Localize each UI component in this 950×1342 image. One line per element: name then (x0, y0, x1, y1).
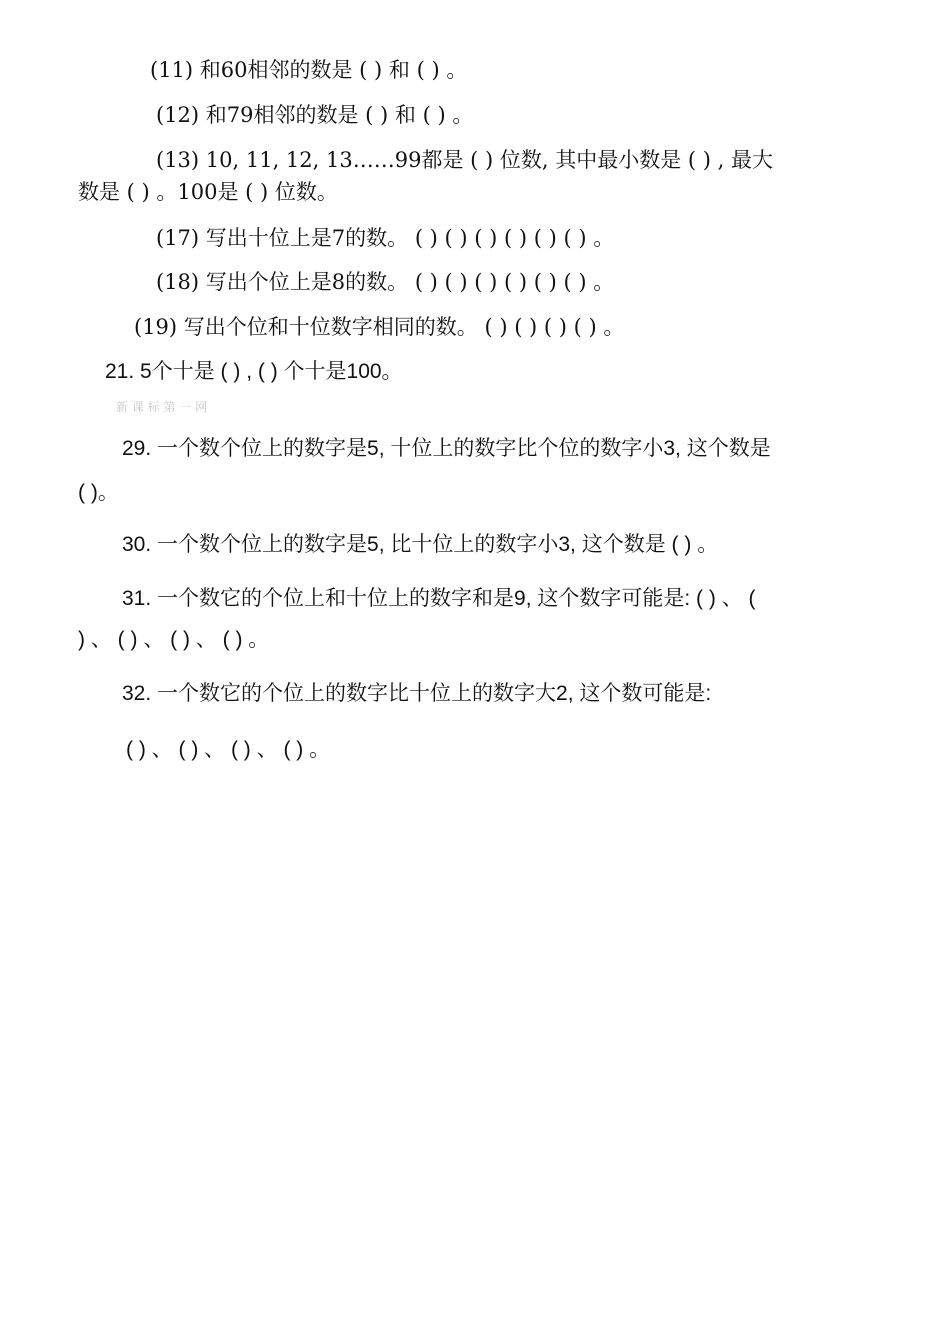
question-11: (11) 和60相邻的数是 ( ) 和 ( ) 。 (150, 58, 468, 82)
question-12: (12) 和79相邻的数是 ( ) 和 ( ) 。 (156, 103, 474, 127)
question-31-line-1: 31. 一个数它的个位上和十位上的数字和是9, 这个数字可能是: ( ) 、 ( (122, 587, 756, 610)
watermark-text: 新 课 标 第 一 网 (116, 400, 208, 414)
question-21: 21. 5个十是 ( ) , ( ) 个十是100。 (105, 360, 403, 383)
question-17: (17) 写出十位上是7的数。 ( ) ( ) ( ) ( ) ( ) ( ) 。 (156, 226, 615, 250)
question-29-line-1: 29. 一个数个位上的数字是5, 十位上的数字比个位的数字小3, 这个数是 (122, 437, 771, 460)
question-31-line-2: ) 、 ( ) 、 ( ) 、 ( ) 。 (78, 628, 270, 651)
question-18: (18) 写出个位上是8的数。 ( ) ( ) ( ) ( ) ( ) ( ) 。 (156, 270, 615, 294)
question-32: 32. 一个数它的个位上的数字比十位上的数字大2, 这个数可能是: (122, 682, 712, 705)
question-19: (19) 写出个位和十位数字相同的数。 ( ) ( ) ( ) ( ) 。 (134, 315, 625, 339)
question-32-answers: ( ) 、 ( ) 、 ( ) 、 ( ) 。 (126, 738, 331, 761)
question-13-line-2: 数是 ( ) 。100是 ( ) 位数。 (78, 180, 338, 204)
question-30: 30. 一个数个位上的数字是5, 比十位上的数字小3, 这个数是 ( ) 。 (122, 533, 719, 556)
question-29-line-2: ( )。 (78, 481, 119, 504)
question-13-line-1: (13) 10, 11, 12, 13……99都是 ( ) 位数, 其中最小数是 ( ) , 最大 (156, 148, 773, 172)
